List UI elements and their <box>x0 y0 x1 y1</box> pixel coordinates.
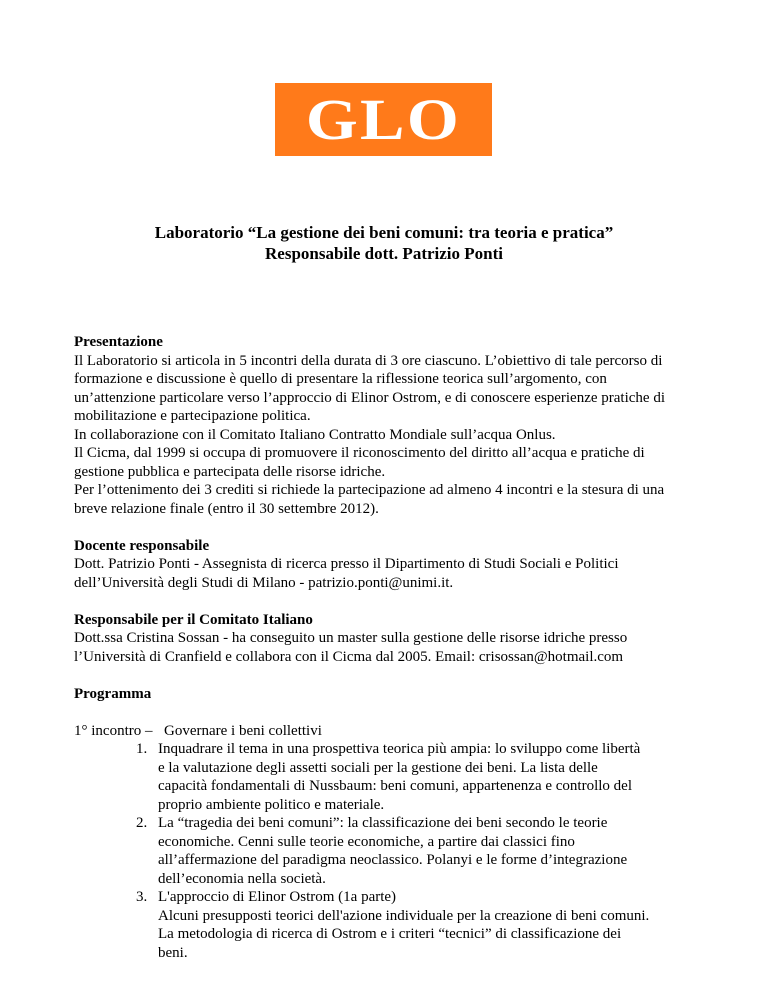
topic-text <box>158 814 714 888</box>
text-line: Il Cicma, dal 1999 si occupa di promuovere il riconoscimento del diritto all’acqua e pratiche di <box>74 445 645 461</box>
incontro-label: 1° incontro – <box>74 722 153 739</box>
document-body <box>74 333 714 962</box>
section-heading: Docente responsabile <box>74 537 210 554</box>
text-line: beni. <box>158 944 188 961</box>
text-line: e la valutazione degli assetti sociali per la gestione dei beni. La lista delle <box>158 759 598 776</box>
topic-text <box>158 888 714 962</box>
text-line: economiche. Cenni sulle teorie economiche, a partire dai classici fino <box>158 833 575 850</box>
text-line: dell’Università degli Studi di Milano - patrizio.ponti@unimi.it. <box>74 574 454 591</box>
title-line-2: Responsabile dott. Patrizio Ponti <box>265 244 503 263</box>
text-line: mobilitazione e partecipazione politica. <box>74 408 311 424</box>
topic-number: 2. <box>136 815 148 831</box>
text-line: formazione e discussione è quello di presentare la riflessione teorica sull’argomento, con <box>74 371 607 387</box>
text-line: In collaborazione con il Comitato Italiano Contratto Mondiale sull’acqua Onlus. <box>74 426 556 443</box>
document-title <box>0 222 768 264</box>
text-line: Dott. Patrizio Ponti - Assegnista di ricerca presso il Dipartimento di Studi Sociali e Politici <box>74 556 619 572</box>
incontro-1 <box>74 722 714 741</box>
logo-text: GLO <box>305 86 462 152</box>
section-programma <box>74 685 714 704</box>
text-line: dell’economia nella società. <box>158 870 326 887</box>
incontro-title: Governare i beni collettivi <box>164 722 322 739</box>
topic-item <box>136 740 714 814</box>
text-line: breve relazione finale (entro il 30 settembre 2012). <box>74 500 379 517</box>
incontro-body <box>164 722 714 741</box>
text-line: gestione pubblica e partecipata delle risorse idriche. <box>74 463 386 480</box>
text-line: Inquadrare il tema in una prospettiva teorica più ampia: lo sviluppo come libertà <box>158 741 641 757</box>
text-line: all’affermazione del paradigma neoclassico. Polanyi e le forme d’integrazione <box>158 852 628 868</box>
section-docente <box>74 537 714 593</box>
section-presentazione <box>74 333 714 518</box>
section-heading: Presentazione <box>74 334 163 350</box>
text-line: L'approccio di Elinor Ostrom (1a parte) <box>158 889 397 905</box>
text-line: proprio ambiente politico e materiale. <box>158 796 385 813</box>
text-line: La “tragedia dei beni comuni”: la classificazione dei beni secondo le teorie <box>158 815 608 831</box>
text-line: un’attenzione particolare verso l’approccio di Elinor Ostrom, e di conoscere esperienze pratiche di <box>74 389 665 406</box>
text-line: capacità fondamentali di Nussbaum: beni comuni, appartenenza e controllo del <box>158 778 632 794</box>
section-heading: Responsabile per il Comitato Italiano <box>74 611 313 628</box>
section-heading: Programma <box>74 685 152 702</box>
section-comitato <box>74 611 714 667</box>
text-line: l’Università di Cranfield e collabora con il Cicma dal 2005. Email: crisossan@hotmail.com <box>74 648 624 665</box>
glo-logo <box>275 83 492 156</box>
text-line: La metodologia di ricerca di Ostrom e i criteri “tecnici” di classificazione dei <box>158 926 622 942</box>
topic-item <box>136 814 714 888</box>
topic-item <box>136 888 714 962</box>
topic-text <box>158 740 714 814</box>
topic-number: 1. <box>136 741 148 757</box>
topic-number: 3. <box>136 889 148 905</box>
title-line-1: Laboratorio “La gestione dei beni comuni: tra teoria e pratica” <box>154 223 614 242</box>
text-line: Il Laboratorio si articola in 5 incontri della durata di 3 ore ciascuno. L’obiettivo di tale percorso di <box>74 352 663 369</box>
text-line: Dott.ssa Cristina Sossan - ha conseguito un master sulla gestione delle risorse idriche presso <box>74 630 628 646</box>
topic-list <box>136 740 714 962</box>
text-line: Per l’ottenimento dei 3 crediti si richiede la partecipazione ad almeno 4 incontri e la stesura di una <box>74 482 665 498</box>
text-line: Alcuni presupposti teorici dell'azione individuale per la creazione di beni comuni. <box>158 907 650 924</box>
